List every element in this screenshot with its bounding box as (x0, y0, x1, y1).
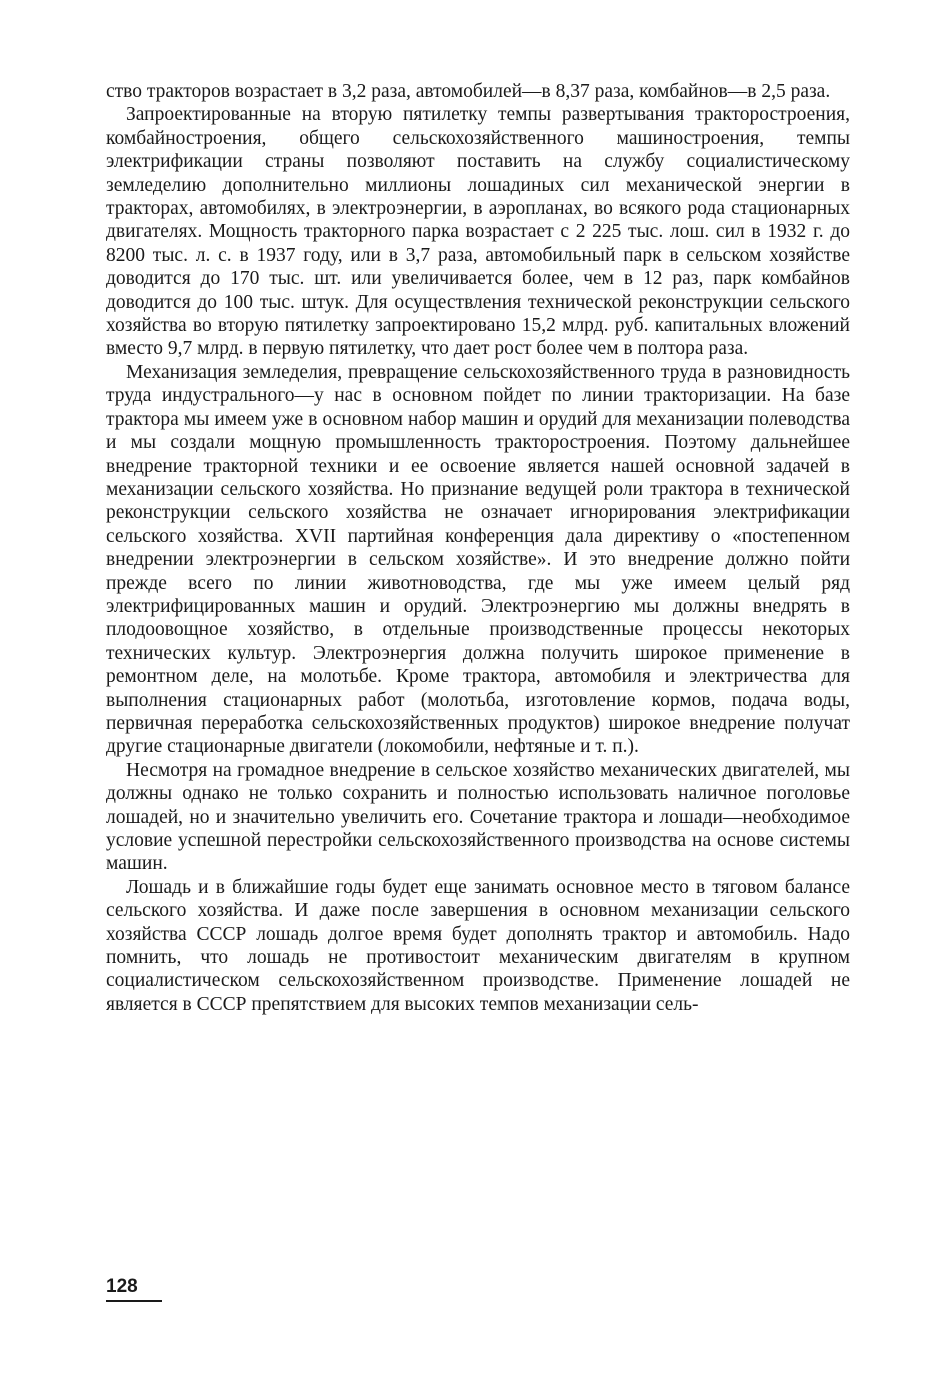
paragraph: Лошадь и в ближайшие годы будет еще занимать основное место в тяговом балансе сельского хозяйства. И даже после завершения в основном механизации сельского хозяйства СССР лошадь долгое время будет дополнять трактор и автомобиль. Надо помнить, что лошадь не противостоит механическим двигателям в крупном социалистическом сельскохозяйственном производстве. Применение лошадей не является в СССР препятствием для высоких темпов механизации сель- (106, 876, 850, 1015)
paragraph: Несмотря на громадное внедрение в сельское хозяйство механических двигателей, мы должны однако не только сохранить и полностью использовать наличное поголовье лошадей, но и значительно увеличить его. Сочетание трактора и лошади—необходимое условие успешной перестройки сельскохозяйственного производства на основе системы машин. (106, 759, 850, 875)
page-number-rule (106, 1300, 162, 1302)
page-number: 128 (106, 1276, 138, 1297)
paragraph: Запроектированные на вторую пятилетку темпы развертывания тракторостроения, комбайностроения, общего сельскохозяйственного машиностроения, темпы электрификации страны позволяют поставить на службу социалистическому земледелию дополнительно миллионы лошадиных сил механической энергии в тракторах, автомобилях, в электроэнергии, в аэропланах, во всякого рода стационарных двигателях. Мощность тракторного парка возрастает с 2 225 тыс. лош. сил в 1932 г. до 8200 тыс. л. с. в 1937 году, или в 3,7 раза, автомобильный парк в сельском хозяйстве доводится до 170 тыс. шт. или увеличивается более, чем в 12 раз, парк комбайнов доводится до 100 тыс. штук. Для осуществления технической реконструкции сельского хозяйства во вторую пятилетку запроектировано 15,2 млрд. руб. капитальных вложений вместо 9,7 млрд. в первую пятилетку, что дает рост более чем в полтора раза. (106, 104, 850, 360)
paragraph: ство тракторов возрастает в 3,2 раза, автомобилей—в 8,37 раза, комбайнов—в 2,5 раза. (106, 81, 831, 102)
paragraph: Механизация земледелия, превращение сельскохозяйственного труда в разновидность труда индустрального—у нас в основном пойдет по линии тракторизации. На базе трактора мы имеем уже в основном набор машин и орудий для механизации полеводства и мы создали мощную промышленность тракторостроения. Поэтому дальнейшее внедрение тракторной техники и ее освоение является нашей основной задачей в механизации сельского хозяйства. Но признание ведущей роли трактора в технической реконструкции сельского хозяйства не означает игнорирования электрификации сельского хозяйства. XVII партийная конференция дала директиву о «постепенном внедрении электроэнергии в сельском хозяйстве». И это внедрение должно пойти прежде всего по линии животноводства, где мы уже имеем целый ряд электрифицированных машин и орудий. Электроэнергию мы должны внедрять в плодоовощное хозяйство, в отдельные производственные процессы некоторых технических культур. Электроэнергия должна получить широкое применение в ремонтном деле, на молотьбе. Кроме трактора, автомобиля и электричества для выполнения стационарных работ (молотьба, изготовление кормов, подача воды, первичная переработка сельскохозяйственных продуктов) широкое внедрение получат другие стационарные двигатели (локомобили, нефтяные и т. п.). (106, 361, 850, 758)
page-body (106, 80, 850, 1016)
